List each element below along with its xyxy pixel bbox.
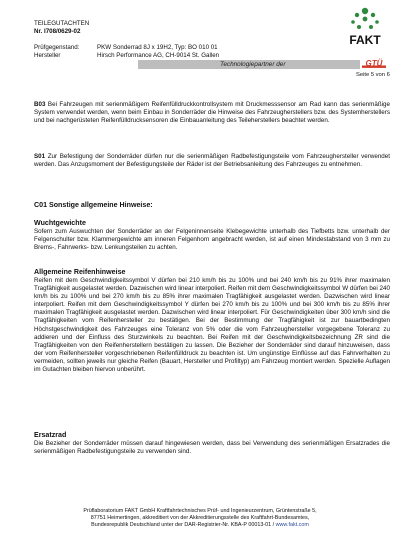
footer-line: Prüflaboratorium FAKT GmbH Kraftfahrtechnisches Prüf- und Ingenieurzentrum, Grüntenstraße 5, bbox=[83, 508, 317, 514]
section-code: S01 bbox=[34, 153, 46, 160]
field-hersteller bbox=[34, 52, 219, 60]
field-pruefgegenstand bbox=[34, 44, 219, 52]
report-title: TEILEGUTACHTEN bbox=[34, 20, 90, 27]
report-number: Nr. I708/0629-02 bbox=[34, 28, 81, 35]
gtue-logo-text: GTÜ bbox=[365, 59, 383, 68]
footer-registration: Bundesrepublik Deutschland unter der DAR-Registrier-Nr. KBA-P 00013-01 / bbox=[91, 522, 276, 528]
section-b03 bbox=[34, 101, 390, 125]
text-wuchtgewichte: Sofern zum Auswuchten der Sonderräder an der Felgeninnenseite Klebegewichte unterhalb des Tiefbetts bzw. unterhalb der Felgenschulter bzw. Klammergewichte am inneren Felgenhorn angebracht werden, ist auf einen Mindestabstand von 3 mm zu Brems-, Fahrwerks- bzw. Lenkungsteilen zu achten. bbox=[34, 228, 390, 252]
fakt-logo bbox=[348, 6, 386, 50]
footer-line: 87751 Heimertingen, akkreditiert von der Akkreditierungsstelle des Kraftfahrt-Bundesamtes, bbox=[90, 515, 310, 521]
section-text: Zur Befestigung der Sonderräder dürfen nur die serienmäßigen Radbefestigungsteile vom Fahrzeughersteller verwendet werden. Das Anzugsmoment der Befestigungsteile der Räder ist der Betriebsanleitung des Fahrzeuges zu entnehmen. bbox=[34, 153, 390, 169]
field-label: Prüfgegenstand: bbox=[34, 44, 80, 51]
section-code: B03 bbox=[34, 101, 46, 108]
gtue-logo-icon bbox=[362, 57, 386, 71]
heading-ersatzrad: Ersatzrad bbox=[34, 431, 67, 439]
footer bbox=[30, 508, 370, 529]
footer-website-link[interactable]: www.fakt.com bbox=[275, 522, 309, 528]
text-reifenhinweise: Reifen mit dem Geschwindigkeitssymbol V dürfen bei 210 km/h bis zu 100% und bei 240 km/h bis zu 91% ihrer maximalen Tragfähigkeit ausgelastet werden. Dazwischen wird linear interpoliert. Reifen mit dem Geschwindigkeitssymbol W dürfen bei 240 km/h bis zu 100% und bei 270 km/h bis zu 85% ihrer maximalen Tragfähigkeit ausgelastet werden. Dazwischen wird linear interpoliert. Reifen mit dem Geschwindigkeitssymbol Y dürfen bei 270 km/h bis zu 100% und bei 300 km/h bis zu 85% ihrer maximalen Tragfähigkeit ausgelastet werden. Dazwischen wird linear interpoliert. Für Geschwindigkeiten über 300 km/h sind die Tragfähigkeiten vom Reifenhersteller zu bestätigen. Bei der Bestimmung der Tragfähigkeit ist zur bauartbedingten Höchstgeschwindigkeit des Fahrzeuges eine Toleranz von 5% oder die vom Fahrzeughersteller vorgegebene Toleranz zu addieren und der Einfluss des Sturzwinkels zu beachten. Bei Reifen mit der Geschwindigkeitsbezeichnung ZR sind die Tragfähigkeiten von den Reifenherstellern bestätigen zu lassen. Die Bezieher der Sonderräder sind darauf hinzuweisen, dass der vom Reifenhersteller vorgeschriebenen Reifenfülldruck zu beachten ist. Um ungünstige Einflüsse auf das Fahrverhalten zu vermeiden, sollten jeweils nur gleiche Reifen (Bauart, Hersteller und Profiltyp) am Fahrzeug montiert werden. Spezielle Auflagen im Gutachten bleiben hiervon unberührt. bbox=[34, 277, 390, 374]
logo-text: FAKT bbox=[349, 33, 381, 47]
field-value: Hirsch Performance AG, CH-9014 St. Gallen bbox=[97, 52, 220, 59]
section-s01 bbox=[34, 153, 390, 169]
report-header bbox=[34, 20, 219, 60]
section-text: Bei Fahrzeugen mit serienmäßigem Reifenfülldruckkontrollsystem mit Druckmesssensor am Rad kann das serienmäßige System verwendet werden, wenn beim Einbau in Sonderräder die Hinweise des Fahrzeugherstellers bzw. des Systemherstellers und bei nachgerüsteten Reifenfülldrucksensoren die Einbauanleitung des Teileherstellers beachtet werden. bbox=[34, 101, 390, 125]
gtue-logo bbox=[362, 57, 386, 71]
page-number: Seite 5 von 6 bbox=[356, 72, 390, 78]
partner-banner bbox=[138, 60, 390, 69]
banner-text: Technologiepartner der bbox=[220, 60, 286, 68]
footer-line-3 bbox=[30, 522, 370, 529]
text-ersatzrad: Die Bezieher der Sonderräder müssen darauf hingewiesen werden, dass bei Verwendung des serienmäßigen Ersatzrades die serienmäßigen Radbefestigungsteile zu verwenden sind. bbox=[34, 440, 390, 456]
field-label: Hersteller bbox=[34, 52, 61, 59]
heading-wuchtgewichte: Wuchtgewichte bbox=[34, 219, 86, 227]
heading-c01: C01 Sonstige allgemeine Hinweise: bbox=[34, 201, 153, 209]
fakt-logo-icon bbox=[348, 6, 386, 50]
heading-reifenhinweise: Allgemeine Reifenhinweise bbox=[34, 268, 126, 276]
field-value: PKW Sonderrad 8J x 19H2, Typ: BO 010 01 bbox=[97, 44, 218, 51]
